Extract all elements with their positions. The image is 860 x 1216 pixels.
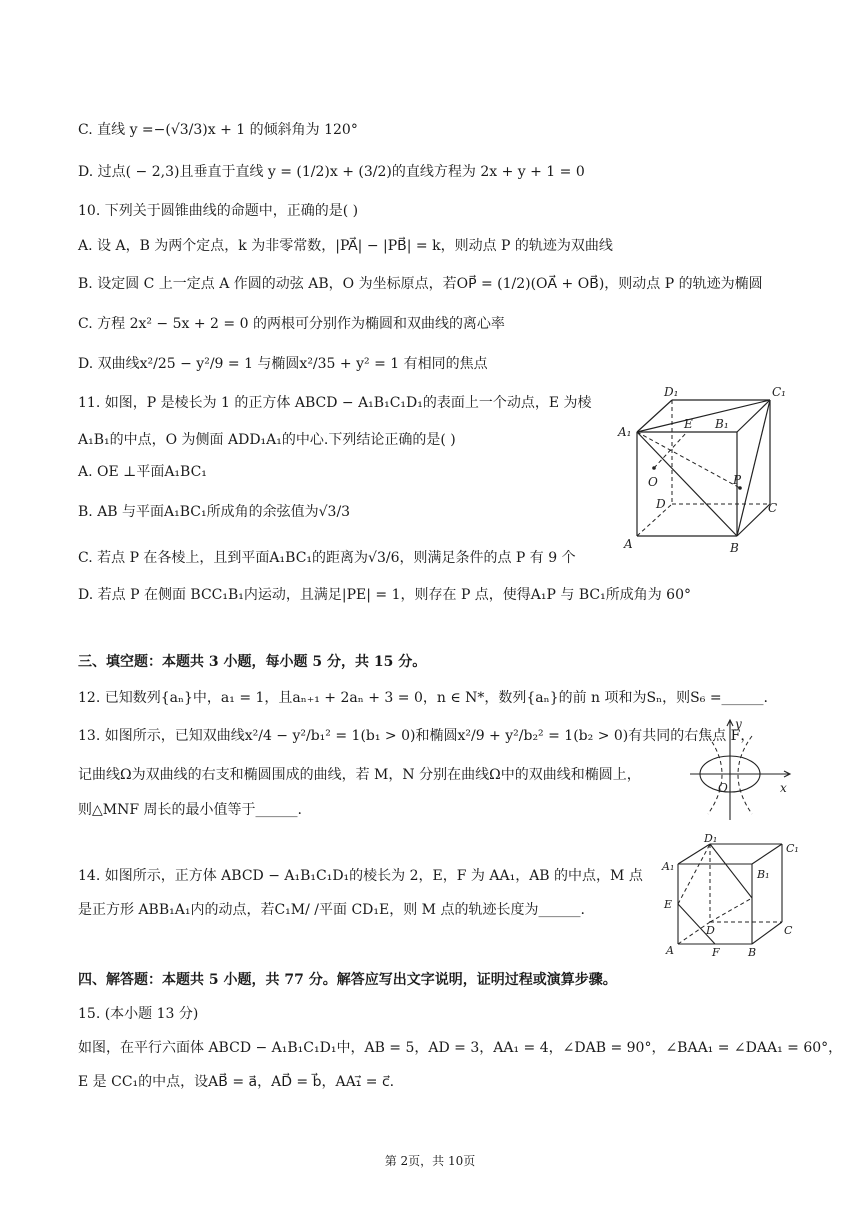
label-y: y xyxy=(735,717,742,731)
label-b: B xyxy=(748,946,757,959)
label-a1: A₁ xyxy=(618,425,632,439)
label-d1: D₁ xyxy=(664,385,679,399)
section-4-heading: 四、解答题：本题共 5 小题，共 77 分。解答应写出文字说明，证明过程或演算步骤。 xyxy=(78,972,617,988)
label-a: A xyxy=(666,944,674,957)
label-e: E xyxy=(664,898,673,911)
cube-figure-14 xyxy=(660,834,810,962)
question-14-stem: 14. 如图所示，正方体 ABCD − A₁B₁C₁D₁的棱长为 2，E，F 为 AA₁，AB 的中点，M 点 xyxy=(78,868,643,884)
label-b1: B₁ xyxy=(715,417,729,431)
label-b: B xyxy=(730,541,739,555)
question-13-stem-cont: 记曲线Ω为双曲线的右支和椭圆围成的曲线，若 M，N 分别在曲线Ω中的双曲线和椭圆上， xyxy=(78,767,641,783)
label-x: x xyxy=(780,781,787,795)
option-11c: C. 若点 P 在各棱上，且到平面A₁BC₁的距离为√3/6，则满足条件的点 P 有 9 个 xyxy=(78,550,576,566)
label-d: D xyxy=(706,924,715,937)
question-15-stem: 如图，在平行六面体 ABCD − A₁B₁C₁D₁中，AB = 5，AD = 3，AA₁ = 4，∠DAB = 90°，∠BAA₁ = ∠DAA₁ = 60°， xyxy=(78,1040,843,1056)
question-14-stem-cont: 是正方形 ABB₁A₁内的动点，若C₁M/ /平面 CD₁E，则 M 点的轨迹长度为______. xyxy=(78,902,585,918)
label-c1: C₁ xyxy=(786,842,799,855)
label-d: D xyxy=(656,497,666,511)
question-15-stem-cont: E 是 CC₁的中点，设AB⃗ = a⃗，AD⃗ = b⃗，AA₁⃗ = c⃗. xyxy=(78,1074,395,1090)
question-13-stem-end: 则△MNF 周长的最小值等于______. xyxy=(78,802,302,818)
question-10-stem: 10. 下列关于圆锥曲线的命题中，正确的是( ) xyxy=(78,203,359,219)
question-11-stem: 11. 如图，P 是棱长为 1 的正方体 ABCD − A₁B₁C₁D₁的表面上一个动点，E 为棱 xyxy=(78,395,592,411)
label-c: C xyxy=(768,501,778,515)
option-11a: A. OE ⊥平面A₁BC₁ xyxy=(78,464,207,480)
label-d1: D₁ xyxy=(704,834,718,845)
page-footer: 第 2页，共 10页 xyxy=(384,1154,476,1168)
question-11-stem-cont: A₁B₁的中点，O 为侧面 ADD₁A₁的中心.下列结论正确的是( ) xyxy=(78,432,456,448)
label-c: C xyxy=(784,924,793,937)
question-13-stem: 13. 如图所示，已知双曲线x²/4 − y²/b₁² = 1(b₁ > 0)和椭圆x²/9 + y²/b₂² = 1(b₂ > 0)有共同的右焦点 F， xyxy=(78,728,755,744)
label-b1: B₁ xyxy=(757,868,770,881)
question-15-title: 15. (本小题 13 分) xyxy=(78,1006,199,1022)
label-origin: O xyxy=(718,781,728,795)
label-a1: A₁ xyxy=(662,860,675,873)
option-11b: B. AB 与平面A₁BC₁所成角的余弦值为√3/3 xyxy=(78,504,351,520)
label-c1: C₁ xyxy=(772,385,786,399)
label-a: A xyxy=(624,537,633,551)
section-3-heading: 三、填空题：本题共 3 小题，每小题 5 分，共 15 分。 xyxy=(78,654,427,670)
label-e: E xyxy=(684,417,693,431)
label-o: O xyxy=(648,475,658,489)
label-p: P xyxy=(733,473,742,487)
question-12: 12. 已知数列{aₙ}中，a₁ = 1，且aₙ₊₁ + 2aₙ + 3 = 0，n ∈ N*，数列{aₙ}的前 n 项和为Sₙ，则S₆ =______. xyxy=(78,690,768,706)
option-11d: D. 若点 P 在侧面 BCC₁B₁内运动，且满足|PE| = 1，则存在 P 点，使得A₁P 与 BC₁所成角为 60° xyxy=(78,587,691,603)
conic-figure-13 xyxy=(688,716,794,826)
option-10a: A. 设 A，B 为两个定点，k 为非零常数，|PA⃗| − |PB⃗| = k，则动点 P 的轨迹为双曲线 xyxy=(78,238,613,254)
option-10b: B. 设定圆 C 上一定点 A 作圆的动弦 AB，O 为坐标原点，若OP⃗ = (1/2)(OA⃗ + OB⃗)，则动点 P 的轨迹为椭圆 xyxy=(78,276,763,292)
option-9d: D. 过点( − 2,3)且垂直于直线 y = (1/2)x + (3/2)的直线方程为 2x + y + 1 = 0 xyxy=(78,164,585,180)
cube-figure-11 xyxy=(612,384,792,559)
label-f: F xyxy=(712,946,720,959)
option-10c: C. 方程 2x² − 5x + 2 = 0 的两根可分别作为椭圆和双曲线的离心率 xyxy=(78,316,505,332)
option-9c: C. 直线 y =−(√3/3)x + 1 的倾斜角为 120° xyxy=(78,122,358,138)
option-10d: D. 双曲线x²/25 − y²/9 = 1 与椭圆x²/35 + y² = 1 有相同的焦点 xyxy=(78,356,488,372)
